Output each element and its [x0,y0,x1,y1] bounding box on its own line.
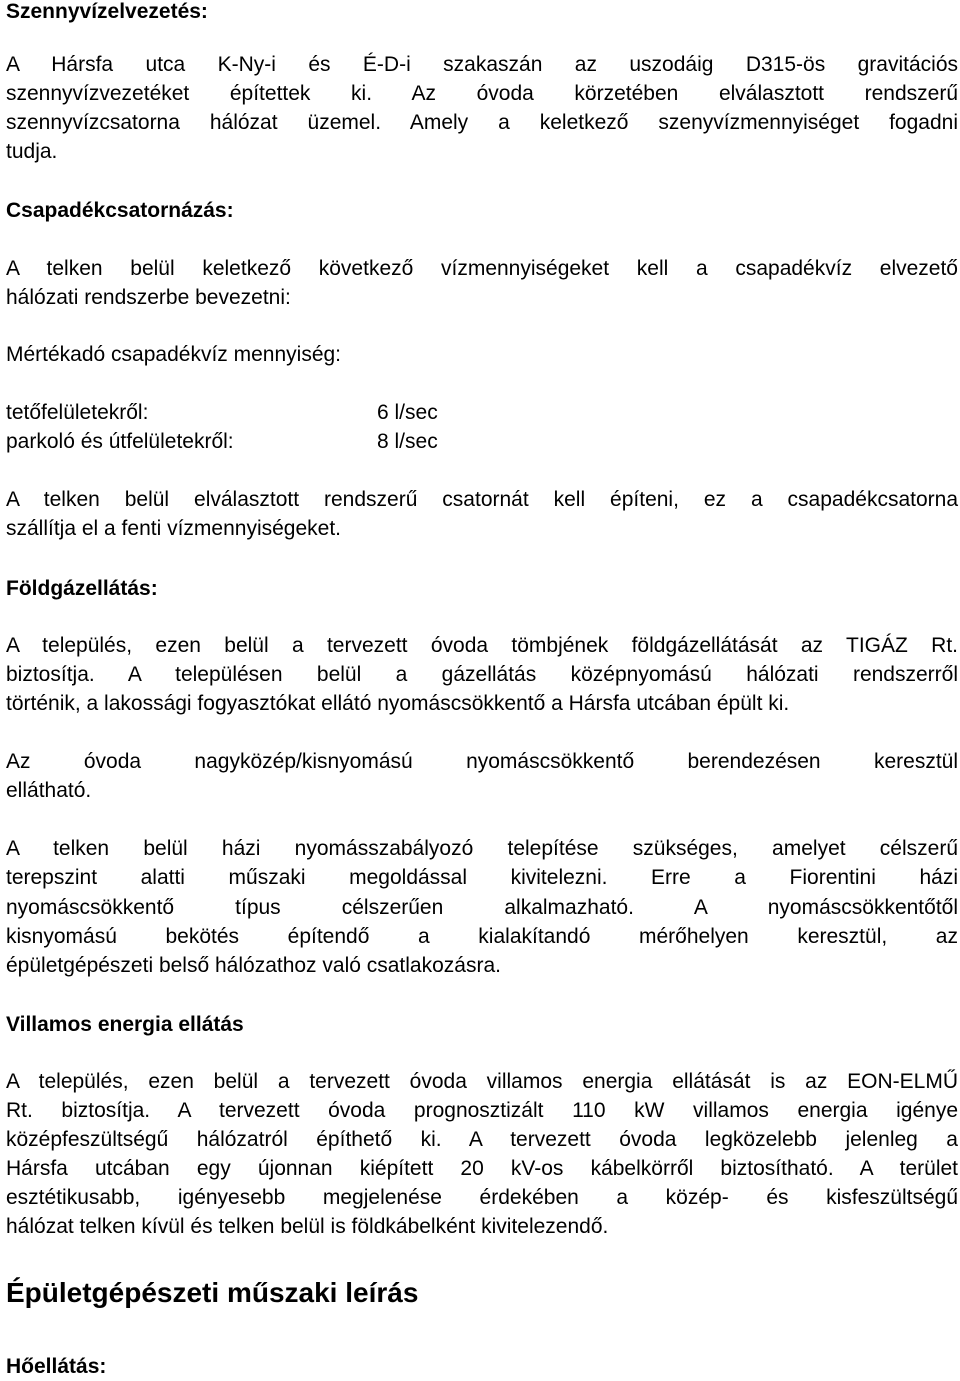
paragraph-line: A telken belül házi nyomásszabályozó telepítése szükséges, amelyet célszerű [6,837,958,860]
heading-villamos-energia: Villamos energia ellátás [6,1013,244,1036]
mertekado-label: Mértékadó csapadékvíz mennyiség: [6,343,342,366]
paragraph-line: Hársfa utcában egy újonnan kiépített 20 kV-os kábelkörről biztosítható. A terület [6,1157,958,1180]
paragraph-line: hálózati rendszerbe bevezetni: [6,286,291,309]
paragraph-line: szállítja el a fenti vízmennyiségeket. [6,517,341,540]
paragraph-line: A település, ezen belül a tervezett óvoda villamos energia ellátását is az EON-ELMŰ [6,1070,958,1093]
paragraph-line: A Hársfa utca K-Ny-i és É-D-i szakaszán az uszodáig D315-ös gravitációs [6,53,958,76]
paragraph-line: épületgépészeti belső hálózathoz való csatlakozásra. [6,954,501,977]
flow-row-label: parkoló és útfelületekről: [6,430,234,453]
paragraph-line: Rt. biztosítja. A tervezett óvoda prognosztizált 110 kW villamos energia igénye [6,1099,958,1122]
paragraph-line: biztosítja. A településen belül a gázellátás középnyomású hálózati rendszerről [6,663,958,686]
paragraph-line: A település, ezen belül a tervezett óvoda tömbjének földgázellátását az TIGÁZ Rt. [6,634,958,657]
paragraph-line: történik, a lakossági fogyasztókat ellátó nyomáscsökkentő a Hársfa utcában épült ki. [6,692,790,715]
paragraph-line: kisnyomású bekötés építendő a kialakítandó mérőhelyen keresztül, az [6,925,958,948]
paragraph-line: terepszint alatti műszaki megoldással kivitelezni. Erre a Fiorentini házi [6,866,958,889]
flow-row-value: 8 l/sec [377,430,438,453]
paragraph-line: szennyvízvezetéket építettek ki. Az óvoda körzetében elválasztott rendszerű [6,82,958,105]
paragraph-line: ellátható. [6,779,92,802]
flow-row-value: 6 l/sec [377,401,438,424]
paragraph-line: tudja. [6,140,58,163]
paragraph-line: középfeszültségű hálózatról építhető ki. A tervezett óvoda legközelebb jelenleg a [6,1128,958,1151]
heading-szennyvizelvezetes: Szennyvízelvezetés: [6,0,208,23]
heading-hoellatas: Hőellátás: [6,1355,107,1378]
paragraph-line: Az óvoda nagyközép/kisnyomású nyomáscsökkentő berendezésen keresztül [6,750,958,773]
heading-foldgazellatas: Földgázellátás: [6,577,158,600]
heading-epuletgepeszeti: Épületgépészeti műszaki leírás [6,1277,419,1308]
heading-csapadekcsatornazas: Csapadékcsatornázás: [6,199,234,222]
paragraph-line: nyomáscsökkentő típus célszerűen alkalmazható. A nyomáscsökkentőtől [6,896,958,919]
paragraph-line: A telken belül elválasztott rendszerű csatornát kell építeni, ez a csapadékcsatorna [6,488,958,511]
paragraph-line: A telken belül keletkező következő vízmennyiségeket kell a csapadékvíz elvezető [6,257,958,280]
paragraph-line: hálózat telken kívül és telken belül is földkábelként kivitelezendő. [6,1215,609,1238]
paragraph-line: szennyvízcsatorna hálózat üzemel. Amely a keletkező szenyvízmennyiséget fogadni [6,111,958,134]
flow-row-label: tetőfelületekről: [6,401,149,424]
paragraph-line: esztétikusabb, igényesebb megjelenése érdekében a közép- és kisfeszültségű [6,1186,958,1209]
